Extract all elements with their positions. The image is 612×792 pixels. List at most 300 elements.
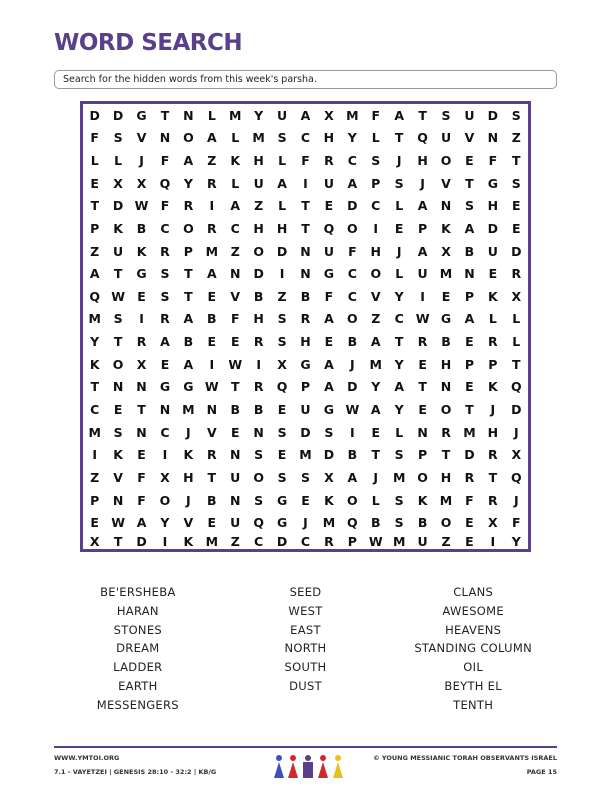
grid-letter[interactable]: A [417, 243, 428, 259]
grid-letter[interactable]: Y [254, 107, 264, 123]
grid-letter[interactable]: T [184, 266, 193, 282]
grid-letter[interactable]: R [464, 469, 475, 485]
grid-letter[interactable]: N [159, 402, 171, 418]
grid-letter[interactable]: P [300, 379, 311, 395]
grid-letter[interactable]: U [276, 107, 288, 123]
grid-letter[interactable]: T [394, 130, 404, 146]
grid-letter[interactable]: Z [90, 243, 100, 259]
grid-letter[interactable]: G [440, 311, 452, 327]
grid-letter[interactable]: L [371, 130, 380, 146]
word-search-grid[interactable] [80, 101, 531, 552]
grid-letter[interactable]: D [347, 198, 358, 214]
grid-letter[interactable]: S [277, 424, 287, 440]
grid-letter[interactable]: P [418, 220, 428, 236]
grid-letter[interactable]: D [112, 198, 124, 214]
grid-letter[interactable]: C [254, 533, 264, 549]
grid-letter[interactable]: Q [89, 288, 101, 304]
grid-letter[interactable]: R [488, 334, 498, 350]
grid-letter[interactable]: Q [347, 515, 358, 531]
grid-letter[interactable]: E [465, 515, 474, 531]
grid-letter[interactable]: H [300, 334, 311, 350]
grid-letter[interactable]: O [159, 492, 171, 508]
grid-letter[interactable]: S [113, 130, 123, 146]
grid-letter[interactable]: A [183, 311, 194, 327]
grid-letter[interactable]: E [230, 424, 240, 440]
grid-letter[interactable]: L [512, 311, 521, 327]
grid-letter[interactable]: W [111, 515, 126, 531]
grid-letter[interactable]: E [512, 198, 521, 214]
grid-letter[interactable]: P [371, 175, 381, 191]
grid-letter[interactable]: Y [394, 356, 404, 372]
grid-letter[interactable]: L [278, 153, 287, 169]
grid-letter[interactable]: O [370, 266, 382, 282]
grid-letter[interactable]: B [441, 334, 451, 350]
grid-letter[interactable]: E [441, 288, 451, 304]
grid-letter[interactable]: D [347, 379, 358, 395]
grid-letter[interactable]: K [441, 220, 451, 236]
grid-letter[interactable]: P [347, 533, 357, 549]
grid-letter[interactable]: H [487, 198, 499, 214]
grid-letter[interactable]: T [160, 107, 170, 123]
grid-letter[interactable]: P [90, 492, 100, 508]
grid-letter[interactable]: U [253, 175, 264, 191]
grid-letter[interactable]: E [418, 402, 427, 418]
grid-letter[interactable]: X [511, 288, 522, 304]
grid-letter[interactable]: F [160, 153, 170, 169]
grid-letter[interactable]: N [112, 492, 124, 508]
grid-letter[interactable]: U [417, 533, 428, 549]
grid-letter[interactable]: T [441, 447, 451, 463]
grid-letter[interactable]: O [440, 402, 452, 418]
grid-letter[interactable]: J [186, 424, 191, 440]
grid-letter[interactable]: G [323, 266, 335, 282]
grid-letter[interactable]: L [371, 492, 380, 508]
grid-letter[interactable]: L [395, 266, 404, 282]
grid-letter[interactable]: B [300, 288, 311, 304]
grid-letter[interactable]: A [324, 311, 334, 327]
grid-letter[interactable]: R [253, 379, 264, 395]
grid-letter[interactable]: R [324, 533, 334, 549]
grid-letter[interactable]: Y [90, 334, 100, 350]
grid-letter[interactable]: U [300, 402, 311, 418]
grid-letter[interactable]: H [440, 469, 452, 485]
grid-letter[interactable]: A [183, 153, 194, 169]
grid-letter[interactable]: R [206, 175, 217, 191]
grid-letter[interactable]: T [465, 402, 474, 418]
grid-letter[interactable]: S [300, 469, 310, 485]
grid-letter[interactable]: H [253, 220, 264, 236]
grid-letter[interactable]: A [89, 266, 100, 282]
grid-letter[interactable]: E [277, 447, 287, 463]
grid-letter[interactable]: B [347, 334, 358, 350]
grid-letter[interactable]: L [231, 130, 240, 146]
grid-letter[interactable]: L [278, 198, 287, 214]
grid-letter[interactable]: E [394, 220, 404, 236]
grid-letter[interactable]: S [277, 311, 287, 327]
grid-letter[interactable]: I [279, 266, 285, 282]
grid-letter[interactable]: L [207, 107, 216, 123]
grid-letter[interactable]: Y [183, 175, 193, 191]
grid-letter[interactable]: Z [371, 311, 381, 327]
grid-letter[interactable]: X [160, 469, 170, 485]
grid-letter[interactable]: C [347, 266, 357, 282]
grid-letter[interactable]: C [347, 153, 357, 169]
grid-letter[interactable]: M [439, 266, 453, 282]
grid-letter[interactable]: I [92, 447, 98, 463]
grid-letter[interactable]: R [488, 492, 498, 508]
grid-letter[interactable]: L [90, 153, 99, 169]
grid-letter[interactable]: T [230, 379, 240, 395]
grid-letter[interactable]: O [440, 153, 452, 169]
grid-letter[interactable]: A [160, 334, 170, 350]
grid-letter[interactable]: T [418, 379, 427, 395]
grid-letter[interactable]: J [420, 175, 425, 191]
grid-letter[interactable]: H [417, 153, 428, 169]
grid-letter[interactable]: K [488, 288, 498, 304]
grid-letter[interactable]: M [439, 492, 453, 508]
grid-letter[interactable]: W [345, 402, 360, 418]
grid-letter[interactable]: A [394, 379, 405, 395]
grid-letter[interactable]: T [301, 198, 310, 214]
grid-letter[interactable]: H [370, 243, 381, 259]
grid-letter[interactable]: A [394, 107, 405, 123]
grid-letter[interactable]: L [395, 424, 404, 440]
grid-letter[interactable]: E [207, 334, 217, 350]
grid-letter[interactable]: F [137, 492, 146, 508]
grid-letter[interactable]: A [347, 469, 358, 485]
grid-letter[interactable]: O [253, 243, 264, 259]
grid-letter[interactable]: Q [323, 220, 335, 236]
grid-letter[interactable]: O [183, 220, 194, 236]
grid-letter[interactable]: V [206, 424, 217, 440]
grid-letter[interactable]: G [300, 356, 311, 372]
grid-letter[interactable]: B [253, 402, 264, 418]
grid-letter[interactable]: W [415, 311, 430, 327]
grid-letter[interactable]: I [490, 533, 496, 549]
grid-letter[interactable]: M [463, 424, 476, 440]
grid-letter[interactable]: T [418, 107, 427, 123]
grid-letter[interactable]: F [90, 130, 99, 146]
grid-letter[interactable]: N [229, 266, 241, 282]
grid-letter[interactable]: U [440, 130, 452, 146]
grid-letter[interactable]: N [464, 266, 475, 282]
grid-letter[interactable]: K [230, 153, 241, 169]
grid-letter[interactable]: N [440, 379, 452, 395]
grid-letter[interactable]: E [207, 515, 217, 531]
grid-letter[interactable]: A [347, 175, 358, 191]
grid-letter[interactable]: U [487, 243, 498, 259]
grid-letter[interactable]: D [464, 447, 475, 463]
grid-letter[interactable]: R [183, 198, 194, 214]
grid-letter[interactable]: C [371, 198, 381, 214]
grid-letter[interactable]: O [112, 356, 124, 372]
grid-letter[interactable]: N [136, 424, 147, 440]
grid-letter[interactable]: I [162, 447, 168, 463]
grid-letter[interactable]: E [465, 379, 474, 395]
grid-letter[interactable]: P [183, 243, 193, 259]
grid-letter[interactable]: B [347, 447, 358, 463]
grid-letter[interactable]: B [207, 492, 217, 508]
grid-letter[interactable]: F [512, 515, 521, 531]
grid-letter[interactable]: I [162, 533, 168, 549]
grid-letter[interactable]: D [323, 447, 335, 463]
grid-letter[interactable]: O [347, 220, 358, 236]
grid-letter[interactable]: T [113, 533, 123, 549]
grid-letter[interactable]: U [230, 515, 241, 531]
grid-letter[interactable]: V [230, 288, 241, 304]
grid-letter[interactable]: R [160, 243, 170, 259]
grid-letter[interactable]: V [370, 288, 381, 304]
grid-letter[interactable]: D [487, 220, 499, 236]
grid-letter[interactable]: H [253, 153, 264, 169]
grid-letter[interactable]: S [277, 469, 287, 485]
grid-letter[interactable]: I [139, 311, 144, 327]
grid-letter[interactable]: C [160, 220, 170, 236]
grid-letter[interactable]: T [394, 334, 404, 350]
grid-letter[interactable]: R [488, 447, 498, 463]
grid-letter[interactable]: N [229, 447, 241, 463]
grid-letter[interactable]: O [253, 469, 264, 485]
grid-letter[interactable]: S [371, 153, 381, 169]
grid-letter[interactable]: F [371, 107, 381, 123]
grid-letter[interactable]: L [488, 311, 497, 327]
grid-letter[interactable]: T [184, 288, 193, 304]
grid-letter[interactable]: M [322, 515, 336, 531]
grid-letter[interactable]: S [464, 198, 474, 214]
grid-letter[interactable]: G [276, 515, 288, 531]
grid-letter[interactable]: T [301, 220, 310, 236]
grid-letter[interactable]: Z [230, 533, 240, 549]
grid-letter[interactable]: F [465, 492, 474, 508]
grid-letter[interactable]: O [347, 492, 358, 508]
grid-letter[interactable]: S [394, 175, 404, 191]
grid-letter[interactable]: E [90, 175, 99, 191]
grid-letter[interactable]: C [394, 311, 404, 327]
grid-letter[interactable]: L [395, 198, 404, 214]
grid-letter[interactable]: Z [277, 288, 287, 304]
grid-letter[interactable]: G [276, 492, 288, 508]
grid-letter[interactable]: X [136, 356, 147, 372]
grid-letter[interactable]: P [90, 220, 100, 236]
grid-letter[interactable]: T [113, 334, 123, 350]
grid-letter[interactable]: E [488, 266, 498, 282]
grid-letter[interactable]: Y [371, 379, 381, 395]
grid-letter[interactable]: X [113, 175, 123, 191]
grid-letter[interactable]: E [324, 198, 334, 214]
grid-letter[interactable]: E [160, 356, 170, 372]
grid-letter[interactable]: M [392, 469, 406, 485]
grid-letter[interactable]: F [324, 288, 334, 304]
grid-letter[interactable]: L [114, 153, 123, 169]
grid-letter[interactable]: T [137, 402, 146, 418]
grid-letter[interactable]: S [511, 107, 521, 123]
grid-letter[interactable]: U [464, 107, 475, 123]
grid-letter[interactable]: T [512, 153, 521, 169]
grid-letter[interactable]: B [253, 288, 264, 304]
grid-letter[interactable]: E [207, 288, 217, 304]
grid-letter[interactable]: N [300, 266, 311, 282]
grid-letter[interactable]: M [205, 533, 219, 549]
grid-letter[interactable]: K [136, 243, 147, 259]
grid-letter[interactable]: C [90, 402, 100, 418]
grid-letter[interactable]: K [89, 356, 100, 372]
grid-letter[interactable]: E [137, 447, 146, 463]
grid-letter[interactable]: J [303, 515, 308, 531]
grid-letter[interactable]: D [511, 243, 522, 259]
grid-letter[interactable]: M [229, 107, 242, 123]
grid-letter[interactable]: I [373, 220, 379, 236]
grid-letter[interactable]: N [300, 243, 311, 259]
grid-letter[interactable]: I [420, 288, 425, 304]
grid-letter[interactable]: H [183, 469, 194, 485]
grid-letter[interactable]: V [441, 175, 451, 191]
grid-letter[interactable]: Z [441, 533, 451, 549]
grid-letter[interactable]: A [370, 334, 381, 350]
grid-letter[interactable]: C [300, 533, 311, 549]
grid-letter[interactable]: L [231, 175, 240, 191]
grid-letter[interactable]: B [136, 220, 147, 236]
grid-letter[interactable]: A [136, 515, 147, 531]
grid-letter[interactable]: D [300, 424, 311, 440]
grid-letter[interactable]: O [440, 515, 452, 531]
grid-letter[interactable]: J [513, 492, 519, 508]
grid-letter[interactable]: D [136, 533, 147, 549]
grid-letter[interactable]: O [183, 130, 194, 146]
grid-letter[interactable]: D [112, 107, 124, 123]
grid-letter[interactable]: A [464, 311, 475, 327]
grid-letter[interactable]: P [464, 356, 475, 372]
grid-letter[interactable]: S [254, 447, 264, 463]
grid-letter[interactable]: N [183, 107, 194, 123]
grid-letter[interactable]: B [417, 515, 428, 531]
grid-letter[interactable]: B [230, 402, 240, 418]
grid-letter[interactable]: W [228, 356, 243, 372]
grid-letter[interactable]: S [324, 424, 334, 440]
grid-letter[interactable]: J [396, 153, 402, 169]
grid-letter[interactable]: A [464, 220, 475, 236]
grid-letter[interactable]: R [136, 334, 147, 350]
grid-letter[interactable]: K [113, 447, 123, 463]
grid-letter[interactable]: Y [511, 533, 521, 549]
grid-letter[interactable]: J [513, 424, 519, 440]
grid-letter[interactable]: T [371, 447, 381, 463]
grid-letter[interactable]: B [207, 311, 217, 327]
grid-letter[interactable]: C [300, 130, 311, 146]
grid-letter[interactable]: E [465, 334, 474, 350]
grid-letter[interactable]: A [370, 402, 381, 418]
grid-letter[interactable]: X [324, 469, 334, 485]
grid-letter[interactable]: X [511, 447, 522, 463]
grid-letter[interactable]: E [301, 492, 310, 508]
grid-letter[interactable]: T [465, 175, 474, 191]
grid-letter[interactable]: D [253, 266, 264, 282]
grid-letter[interactable]: Y [347, 130, 357, 146]
grid-letter[interactable]: R [300, 311, 311, 327]
grid-letter[interactable]: Q [253, 515, 264, 531]
grid-letter[interactable]: N [417, 424, 428, 440]
grid-letter[interactable]: A [300, 107, 311, 123]
grid-letter[interactable]: J [139, 153, 144, 169]
grid-letter[interactable]: D [276, 243, 288, 259]
grid-letter[interactable]: Q [276, 379, 288, 395]
grid-letter[interactable]: V [113, 469, 123, 485]
grid-letter[interactable]: O [347, 311, 358, 327]
grid-letter[interactable]: V [183, 515, 194, 531]
grid-letter[interactable]: H [323, 130, 335, 146]
grid-letter[interactable]: J [186, 492, 191, 508]
grid-letter[interactable]: H [440, 356, 452, 372]
grid-letter[interactable]: F [137, 469, 146, 485]
grid-letter[interactable]: G [487, 175, 498, 191]
grid-letter[interactable]: S [254, 492, 264, 508]
grid-letter[interactable]: B [183, 334, 194, 350]
grid-letter[interactable]: P [464, 288, 475, 304]
grid-letter[interactable]: X [324, 107, 334, 123]
grid-letter[interactable]: A [417, 198, 428, 214]
grid-letter[interactable]: R [441, 424, 451, 440]
grid-letter[interactable]: E [277, 402, 287, 418]
grid-letter[interactable]: S [394, 515, 404, 531]
grid-letter[interactable]: E [324, 334, 334, 350]
grid-letter[interactable]: R [206, 220, 217, 236]
grid-letter[interactable]: N [440, 198, 452, 214]
grid-letter[interactable]: Z [230, 243, 240, 259]
grid-letter[interactable]: S [511, 175, 521, 191]
grid-letter[interactable]: J [490, 402, 496, 418]
grid-letter[interactable]: F [488, 153, 498, 169]
grid-letter[interactable]: G [323, 402, 335, 418]
grid-letter[interactable]: A [183, 356, 194, 372]
grid-letter[interactable]: M [205, 243, 219, 259]
grid-letter[interactable]: E [465, 533, 474, 549]
grid-letter[interactable]: L [512, 334, 521, 350]
grid-letter[interactable]: I [303, 175, 308, 191]
grid-letter[interactable]: I [350, 424, 355, 440]
grid-letter[interactable]: K [183, 447, 194, 463]
grid-letter[interactable]: X [136, 175, 147, 191]
grid-letter[interactable]: M [392, 533, 406, 549]
grid-letter[interactable]: T [512, 356, 521, 372]
grid-letter[interactable]: K [183, 533, 194, 549]
grid-letter[interactable]: M [346, 107, 359, 123]
grid-letter[interactable]: I [209, 198, 215, 214]
grid-letter[interactable]: E [418, 356, 427, 372]
grid-letter[interactable]: A [230, 198, 241, 214]
grid-letter[interactable]: X [89, 533, 100, 549]
grid-letter[interactable]: Q [510, 469, 522, 485]
grid-letter[interactable]: T [488, 469, 498, 485]
grid-letter[interactable]: A [277, 175, 287, 191]
grid-letter[interactable]: B [464, 243, 475, 259]
grid-letter[interactable]: G [183, 379, 194, 395]
grid-letter[interactable]: K [324, 492, 334, 508]
grid-letter[interactable]: H [276, 220, 288, 236]
grid-letter[interactable]: J [373, 469, 379, 485]
grid-letter[interactable]: R [253, 334, 264, 350]
grid-letter[interactable]: N [159, 130, 171, 146]
grid-letter[interactable]: Q [159, 175, 171, 191]
grid-letter[interactable]: G [136, 266, 147, 282]
grid-letter[interactable]: C [230, 220, 240, 236]
grid-letter[interactable]: M [182, 402, 195, 418]
grid-letter[interactable]: J [396, 243, 402, 259]
grid-letter[interactable]: F [230, 311, 240, 327]
grid-letter[interactable]: F [348, 243, 357, 259]
grid-letter[interactable]: G [136, 107, 147, 123]
grid-letter[interactable]: W [368, 533, 383, 549]
grid-letter[interactable]: G [159, 379, 171, 395]
grid-letter[interactable]: M [299, 447, 312, 463]
